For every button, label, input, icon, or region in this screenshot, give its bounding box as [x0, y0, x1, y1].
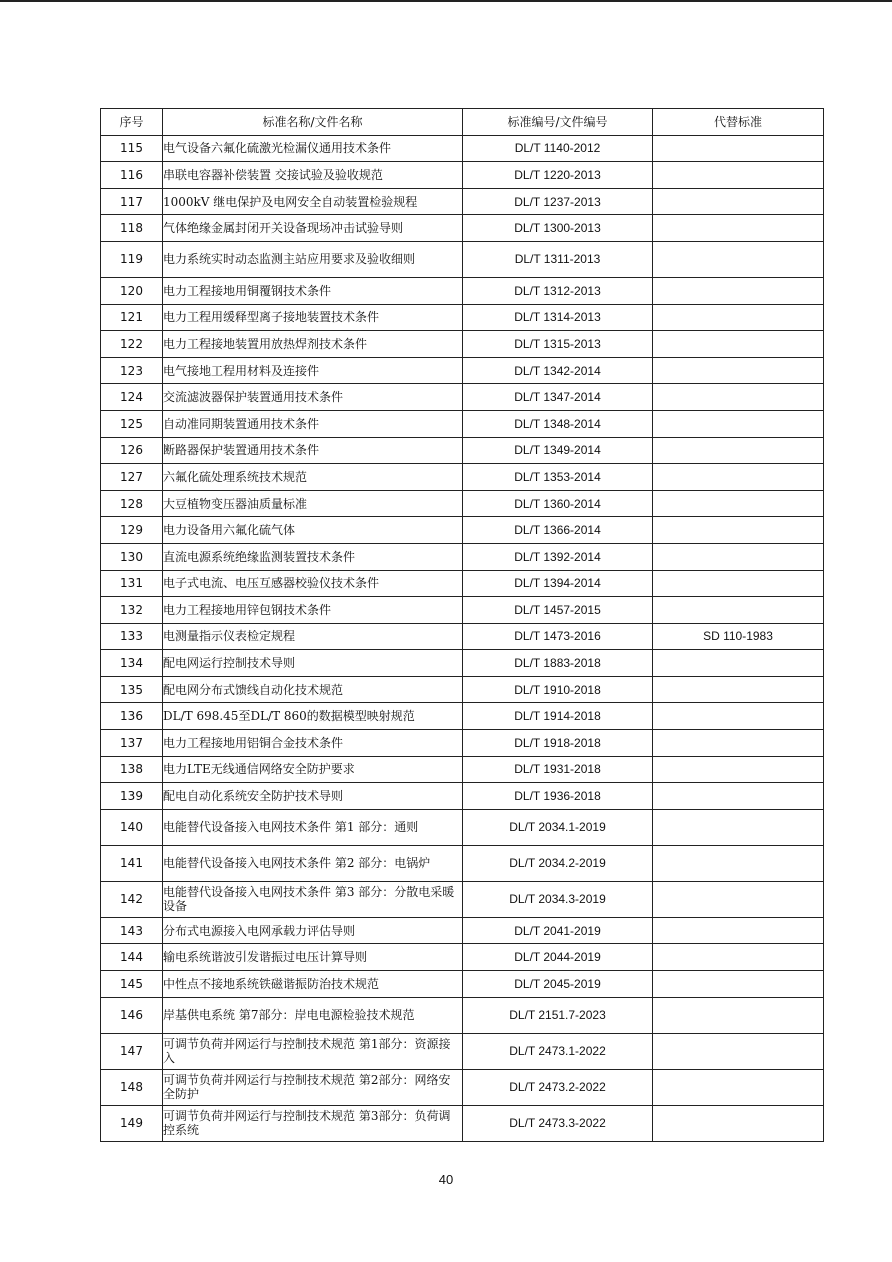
cell-replaces: [653, 917, 824, 944]
cell-standard-name: 电能替代设备接入电网技术条件 第3 部分：分散电采暖设备: [163, 881, 463, 917]
cell-standard-name: 电力设备用六氟化硫气体: [163, 517, 463, 544]
cell-standard-name: 电力工程接地装置用放热焊剂技术条件: [163, 331, 463, 358]
cell-standard-name: 岸基供电系统 第7部分：岸电电源检验技术规范: [163, 997, 463, 1033]
cell-replaces: [653, 331, 824, 358]
table-row: [101, 783, 824, 810]
table-row: [101, 384, 824, 411]
cell-serial: 139: [101, 783, 163, 810]
cell-serial: 127: [101, 464, 163, 491]
cell-standard-name: 电气设备六氟化硫激光检漏仪通用技术条件: [163, 135, 463, 162]
table-row: [101, 188, 824, 215]
cell-replaces: [653, 597, 824, 624]
cell-standard-name: 配电自动化系统安全防护技术导则: [163, 783, 463, 810]
page-top-border: [0, 0, 892, 2]
cell-serial: 149: [101, 1105, 163, 1141]
cell-standard-code: DL/T 1918-2018: [463, 730, 653, 757]
cell-standard-name: 电子式电流、电压互感器校验仪技术条件: [163, 570, 463, 597]
table-row: [101, 410, 824, 437]
table-row: [101, 845, 824, 881]
cell-standard-name: 可调节负荷并网运行与控制技术规范 第1部分：资源接入: [163, 1033, 463, 1069]
cell-serial: 118: [101, 215, 163, 242]
cell-standard-name: 可调节负荷并网运行与控制技术规范 第2部分：网络安全防护: [163, 1069, 463, 1105]
cell-standard-name: 电力LTE无线通信网络安全防护要求: [163, 756, 463, 783]
cell-serial: 140: [101, 809, 163, 845]
cell-replaces: [653, 384, 824, 411]
table-row: [101, 730, 824, 757]
cell-serial: 134: [101, 650, 163, 677]
cell-replaces: [653, 997, 824, 1033]
header-standard-name: 标准名称/文件名称: [163, 109, 463, 136]
cell-standard-code: DL/T 1312-2013: [463, 277, 653, 304]
table-row: [101, 623, 824, 650]
cell-standard-code: DL/T 2034.1-2019: [463, 809, 653, 845]
table-row: [101, 703, 824, 730]
cell-replaces: [653, 277, 824, 304]
cell-serial: 129: [101, 517, 163, 544]
cell-replaces: [653, 730, 824, 757]
table-row: [101, 570, 824, 597]
cell-standard-name: 分布式电源接入电网承载力评估导则: [163, 917, 463, 944]
table-row: [101, 490, 824, 517]
cell-replaces: [653, 881, 824, 917]
cell-serial: 141: [101, 845, 163, 881]
table-row: [101, 215, 824, 242]
table-row: [101, 944, 824, 971]
table-row: [101, 1069, 824, 1105]
table-row: [101, 543, 824, 570]
cell-replaces: [653, 783, 824, 810]
table-row: [101, 650, 824, 677]
cell-standard-code: DL/T 1883-2018: [463, 650, 653, 677]
cell-serial: 117: [101, 188, 163, 215]
cell-standard-code: DL/T 1914-2018: [463, 703, 653, 730]
table-row: [101, 1105, 824, 1141]
cell-replaces: [653, 570, 824, 597]
cell-standard-code: DL/T 1931-2018: [463, 756, 653, 783]
cell-standard-code: DL/T 1347-2014: [463, 384, 653, 411]
cell-standard-code: DL/T 2473.2-2022: [463, 1069, 653, 1105]
cell-standard-code: DL/T 1366-2014: [463, 517, 653, 544]
cell-replaces: [653, 410, 824, 437]
cell-replaces: [653, 650, 824, 677]
cell-replaces: [653, 357, 824, 384]
cell-replaces: [653, 304, 824, 331]
cell-standard-code: DL/T 2473.3-2022: [463, 1105, 653, 1141]
cell-standard-code: DL/T 1220-2013: [463, 162, 653, 189]
cell-replaces: [653, 971, 824, 998]
cell-replaces: [653, 676, 824, 703]
cell-serial: 144: [101, 944, 163, 971]
cell-standard-code: DL/T 1910-2018: [463, 676, 653, 703]
cell-standard-name: 串联电容器补偿装置 交接试验及验收规范: [163, 162, 463, 189]
cell-standard-name: 断路器保护装置通用技术条件: [163, 437, 463, 464]
table-row: [101, 971, 824, 998]
cell-serial: 143: [101, 917, 163, 944]
page-number: 40: [438, 1172, 454, 1187]
cell-standard-name: 1000kV 继电保护及电网安全自动装置检验规程: [163, 188, 463, 215]
cell-standard-code: DL/T 1314-2013: [463, 304, 653, 331]
cell-replaces: [653, 490, 824, 517]
cell-standard-name: 大豆植物变压器油质量标准: [163, 490, 463, 517]
cell-serial: 125: [101, 410, 163, 437]
cell-serial: 135: [101, 676, 163, 703]
table-row: [101, 917, 824, 944]
cell-replaces: [653, 188, 824, 215]
cell-serial: 145: [101, 971, 163, 998]
cell-replaces: [653, 215, 824, 242]
cell-serial: 132: [101, 597, 163, 624]
cell-standard-name: 电力工程用缓释型离子接地装置技术条件: [163, 304, 463, 331]
cell-standard-code: DL/T 1394-2014: [463, 570, 653, 597]
cell-standard-name: 电力工程接地用锌包钢技术条件: [163, 597, 463, 624]
table-row: [101, 1033, 824, 1069]
cell-standard-name: 电力工程接地用铝铜合金技术条件: [163, 730, 463, 757]
cell-replaces: [653, 1105, 824, 1141]
table-row: [101, 304, 824, 331]
table-row: [101, 331, 824, 358]
cell-replaces: [653, 241, 824, 277]
table-row: [101, 162, 824, 189]
standards-table: [100, 108, 824, 1142]
cell-replaces: [653, 1033, 824, 1069]
cell-standard-code: DL/T 2041-2019: [463, 917, 653, 944]
cell-serial: 119: [101, 241, 163, 277]
cell-serial: 123: [101, 357, 163, 384]
cell-serial: 142: [101, 881, 163, 917]
table-header-row: [101, 109, 824, 136]
cell-serial: 120: [101, 277, 163, 304]
cell-standard-code: DL/T 1349-2014: [463, 437, 653, 464]
cell-serial: 131: [101, 570, 163, 597]
cell-standard-name: 六氟化硫处理系统技术规范: [163, 464, 463, 491]
cell-standard-name: 配电网分布式馈线自动化技术规范: [163, 676, 463, 703]
cell-standard-code: DL/T 1237-2013: [463, 188, 653, 215]
cell-standard-code: DL/T 1140-2012: [463, 135, 653, 162]
cell-serial: 133: [101, 623, 163, 650]
cell-serial: 122: [101, 331, 163, 358]
cell-standard-name: 电能替代设备接入电网技术条件 第1 部分：通则: [163, 809, 463, 845]
header-serial: 序号: [101, 109, 163, 136]
cell-standard-code: DL/T 1342-2014: [463, 357, 653, 384]
cell-replaces: [653, 162, 824, 189]
cell-standard-code: DL/T 1473-2016: [463, 623, 653, 650]
cell-standard-code: DL/T 2151.7-2023: [463, 997, 653, 1033]
header-replaces: 代替标准: [653, 109, 824, 136]
table-row: [101, 881, 824, 917]
cell-replaces: [653, 464, 824, 491]
cell-replaces: [653, 944, 824, 971]
cell-standard-name: 电力工程接地用铜覆钢技术条件: [163, 277, 463, 304]
cell-serial: 116: [101, 162, 163, 189]
cell-standard-name: 电气接地工程用材料及连接件: [163, 357, 463, 384]
cell-replaces: [653, 845, 824, 881]
cell-standard-code: DL/T 1353-2014: [463, 464, 653, 491]
cell-serial: 121: [101, 304, 163, 331]
table-row: [101, 357, 824, 384]
cell-standard-code: DL/T 2044-2019: [463, 944, 653, 971]
cell-standard-name: 直流电源系统绝缘监测装置技术条件: [163, 543, 463, 570]
table-row: [101, 464, 824, 491]
table-row: [101, 597, 824, 624]
table-row: [101, 676, 824, 703]
cell-replaces: [653, 437, 824, 464]
cell-standard-name: 自动准同期装置通用技术条件: [163, 410, 463, 437]
cell-standard-code: DL/T 1315-2013: [463, 331, 653, 358]
cell-replaces: [653, 1069, 824, 1105]
cell-standard-name: 电测量指示仪表检定规程: [163, 623, 463, 650]
table-row: [101, 241, 824, 277]
cell-standard-name: 输电系统谐波引发谐振过电压计算导则: [163, 944, 463, 971]
cell-standard-name: 配电网运行控制技术导则: [163, 650, 463, 677]
cell-standard-code: DL/T 2034.2-2019: [463, 845, 653, 881]
cell-standard-code: DL/T 1360-2014: [463, 490, 653, 517]
cell-standard-name: 气体绝缘金属封闭开关设备现场冲击试验导则: [163, 215, 463, 242]
cell-replaces: [653, 543, 824, 570]
table-row: [101, 756, 824, 783]
cell-replaces: [653, 517, 824, 544]
cell-replaces: SD 110-1983: [653, 623, 824, 650]
cell-serial: 147: [101, 1033, 163, 1069]
cell-replaces: [653, 135, 824, 162]
cell-standard-code: DL/T 2034.3-2019: [463, 881, 653, 917]
cell-serial: 128: [101, 490, 163, 517]
cell-serial: 124: [101, 384, 163, 411]
cell-standard-name: 电能替代设备接入电网技术条件 第2 部分：电锅炉: [163, 845, 463, 881]
cell-standard-code: DL/T 1392-2014: [463, 543, 653, 570]
cell-serial: 126: [101, 437, 163, 464]
cell-standard-code: DL/T 1936-2018: [463, 783, 653, 810]
header-standard-code: 标准编号/文件编号: [463, 109, 653, 136]
cell-standard-code: DL/T 2473.1-2022: [463, 1033, 653, 1069]
cell-serial: 136: [101, 703, 163, 730]
cell-standard-code: DL/T 1311-2013: [463, 241, 653, 277]
table-row: [101, 809, 824, 845]
cell-standard-name: 可调节负荷并网运行与控制技术规范 第3部分：负荷调控系统: [163, 1105, 463, 1141]
cell-serial: 138: [101, 756, 163, 783]
cell-serial: 130: [101, 543, 163, 570]
cell-standard-code: DL/T 1300-2013: [463, 215, 653, 242]
cell-standard-code: DL/T 1348-2014: [463, 410, 653, 437]
cell-serial: 148: [101, 1069, 163, 1105]
cell-standard-name: 交流滤波器保护装置通用技术条件: [163, 384, 463, 411]
table-row: [101, 517, 824, 544]
cell-replaces: [653, 703, 824, 730]
cell-replaces: [653, 809, 824, 845]
table-row: [101, 437, 824, 464]
cell-standard-code: DL/T 1457-2015: [463, 597, 653, 624]
table-row: [101, 135, 824, 162]
cell-standard-name: 中性点不接地系统铁磁谐振防治技术规范: [163, 971, 463, 998]
cell-standard-name: DL/T 698.45至DL/T 860的数据模型映射规范: [163, 703, 463, 730]
cell-serial: 137: [101, 730, 163, 757]
cell-replaces: [653, 756, 824, 783]
table-row: [101, 277, 824, 304]
cell-serial: 115: [101, 135, 163, 162]
cell-serial: 146: [101, 997, 163, 1033]
cell-standard-code: DL/T 2045-2019: [463, 971, 653, 998]
table-row: [101, 997, 824, 1033]
cell-standard-name: 电力系统实时动态监测主站应用要求及验收细则: [163, 241, 463, 277]
